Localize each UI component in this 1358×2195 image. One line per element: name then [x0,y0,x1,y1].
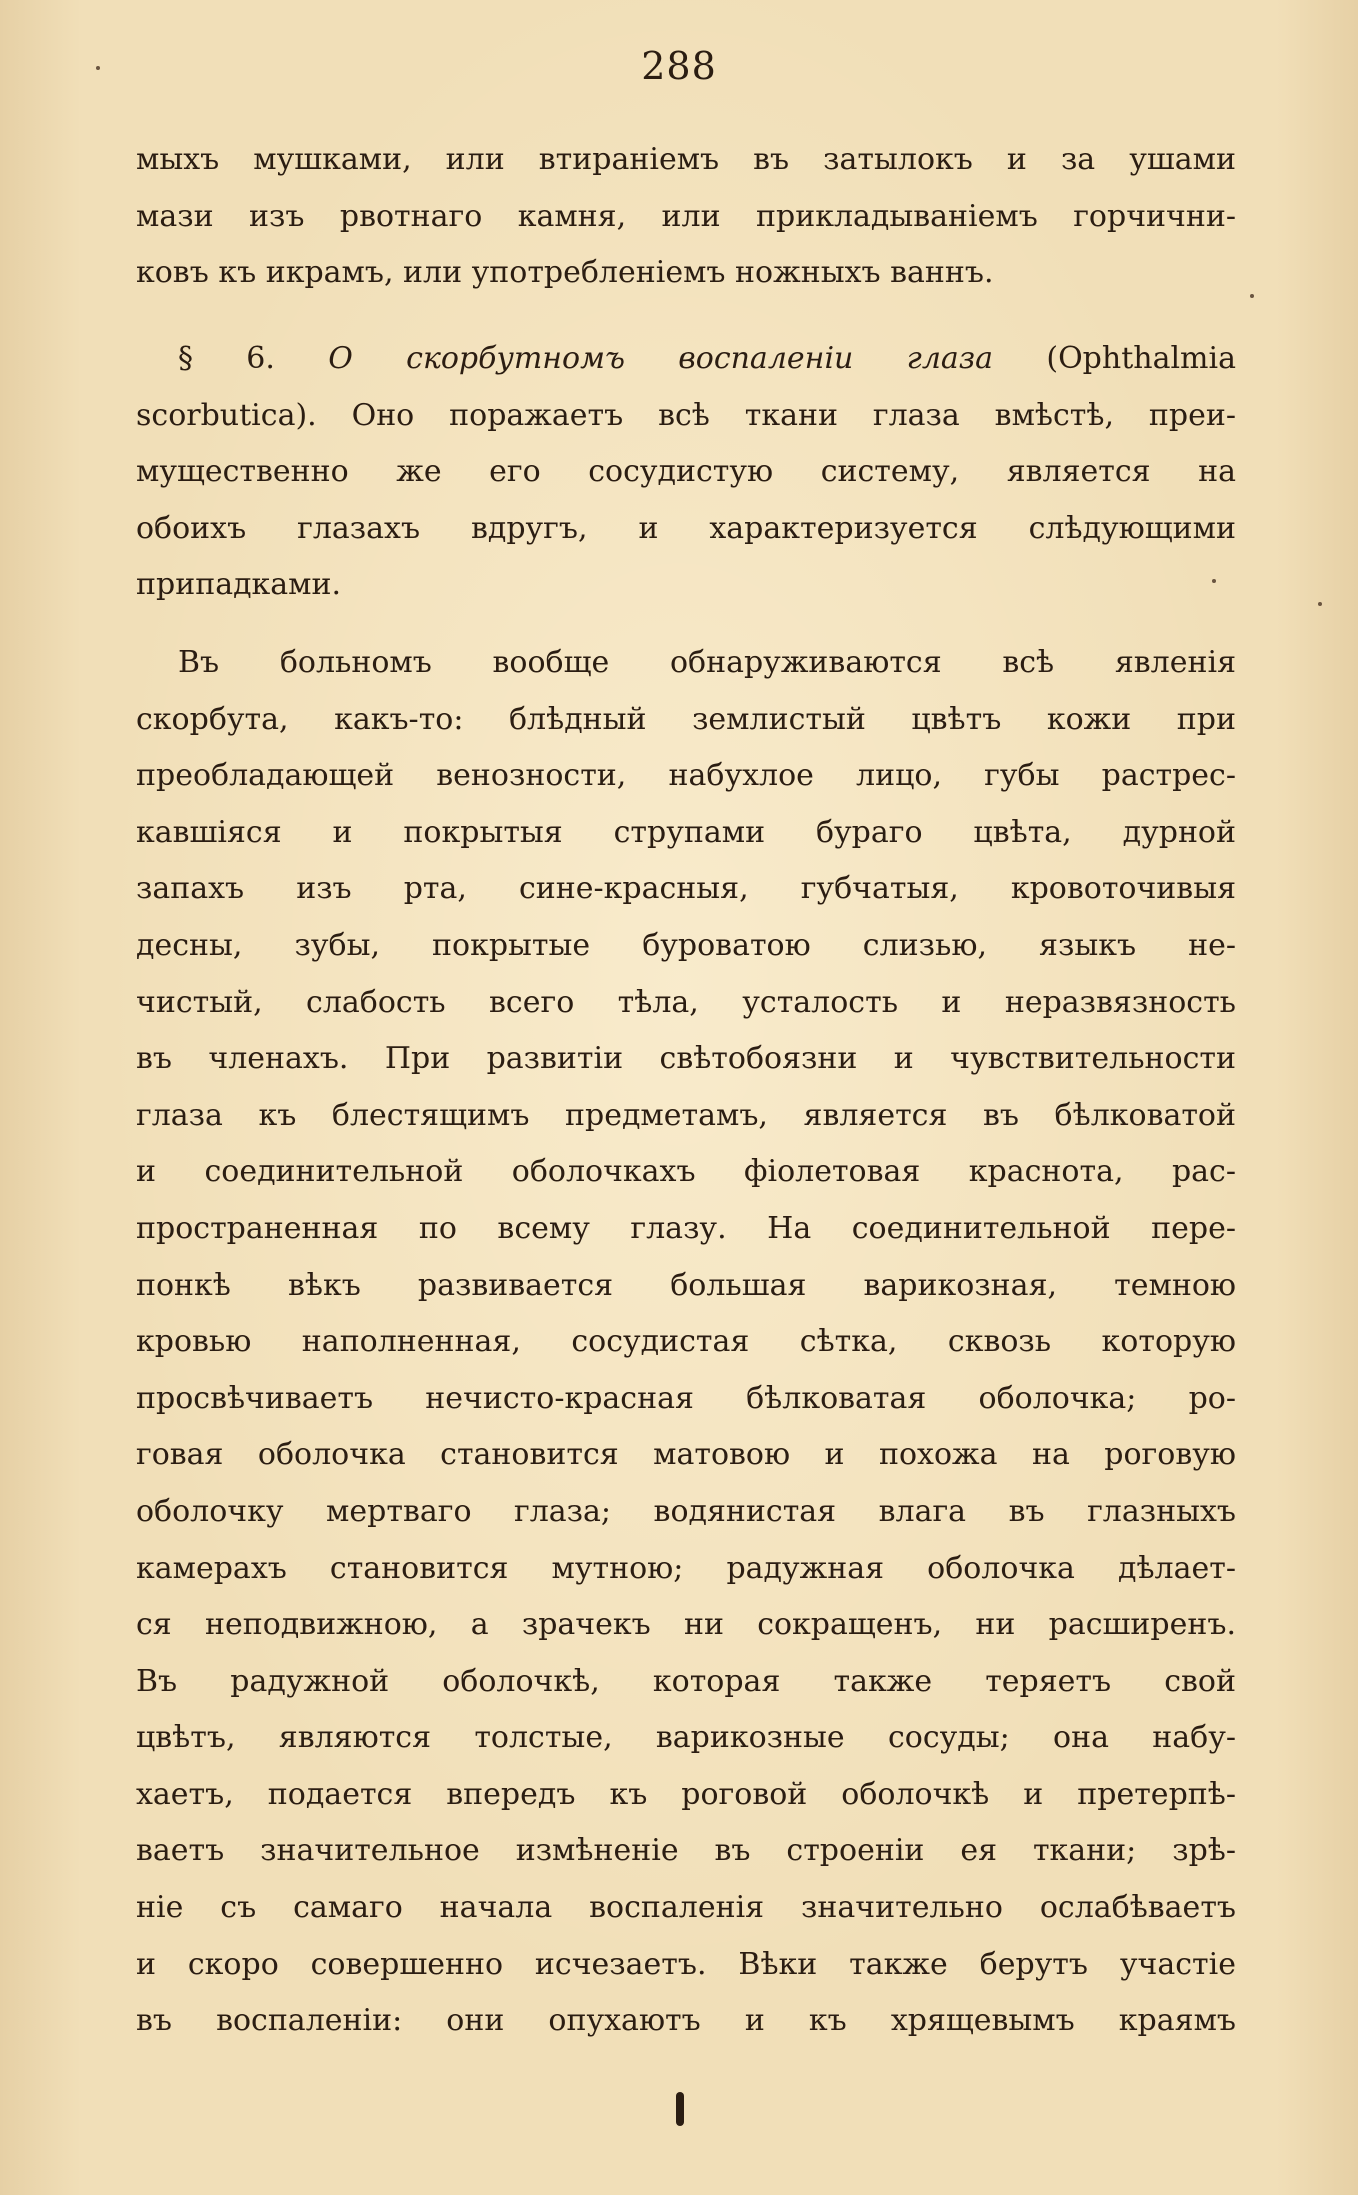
text-line: пространенная по всему глазу. На соединительной пере- [136,1210,1236,1246]
text-line: просвѣчиваетъ нечисто-красная бѣлковатая оболочка; ро- [136,1380,1236,1416]
text-line: Въ радужной оболочкѣ, которая также теряетъ свой [136,1663,1236,1699]
text-line: понкѣ вѣкъ развивается большая варикозная, темною [136,1267,1236,1303]
latin-term: (Ophthalmia [993,341,1236,376]
text-line: ніе съ самаго начала воспаленія значительно ослабѣваетъ [136,1890,1236,1926]
text-line: преобладающей венозности, набухлое лицо, губы растрес- [136,758,1236,794]
text-line: и соединительной оболочкахъ фіолетовая краснота, рас- [136,1154,1236,1190]
text-line: десны, зубы, покрытые буроватою слизью, языкъ не- [136,927,1236,963]
text-line: припадками. [136,567,342,603]
section-mark: § 6. [178,341,275,376]
text-line: цвѣтъ, являются толстые, варикозные сосуды; она набу- [136,1720,1236,1756]
text-line: мущественно же его сосудистую систему, является на [136,454,1236,490]
text-line: кровью наполненная, сосудистая сѣтка, сквозь которую [136,1324,1236,1360]
text-line: хаетъ, подается впередъ къ роговой оболочкѣ и претерпѣ- [136,1776,1236,1812]
section-6-paragraph [136,331,1236,614]
text-line: ся неподвижною, а зрачекъ ни сокращенъ, ни расширенъ. [136,1607,1236,1643]
text-line: мази изъ рвотнаго камня, или прикладываніемъ горчични- [136,198,1236,234]
text-line: чистый, слабость всего тѣла, усталость и неразвязность [136,984,1236,1020]
printer-mark [676,2092,684,2126]
text-line: въ воспаленіи: они опухаютъ и къ хрящевымъ краямъ [136,2003,1236,2039]
text-line: обоихъ глазахъ вдругъ, и характеризуется слѣдующими [136,510,1236,546]
text-line: кавшіяся и покрытыя струпами бураго цвѣта, дурной [136,814,1236,850]
text-line: и скоро совершенно исчезаетъ. Вѣки также берутъ участіе [136,1946,1236,1982]
text-line: камерахъ становится мутною; радужная оболочка дѣлает- [136,1550,1236,1586]
text-line: запахъ изъ рта, сине-красныя, губчатыя, кровоточивыя [136,871,1236,907]
section-title: О скорбутномъ воспаленіи глаза [328,341,994,376]
paper-speck [1212,579,1216,583]
section-heading-line [136,331,1236,388]
text-line: мыхъ мушками, или втираніемъ въ затылокъ и за ушами [136,142,1236,177]
text-line: глаза къ блестящимъ предметамъ, является въ бѣлковатой [136,1097,1236,1133]
paragraph-continuation [136,132,1236,302]
text-line: скорбута, какъ-то: блѣдный землистый цвѣтъ кожи при [136,701,1236,737]
text-line: ваетъ значительное измѣненіе въ строеніи ея ткани; зрѣ- [136,1833,1236,1869]
symptoms-paragraph [136,635,1236,2050]
page-number: 288 [641,44,717,88]
text-line: Въ больномъ вообще обнаруживаются всѣ явленія [178,645,1236,680]
paper-speck [1250,294,1254,298]
paper-speck [96,66,100,70]
text-line: въ членахъ. При развитіи свѣтобоязни и чувствительности [136,1041,1236,1077]
text-line: оболочку мертваго глаза; водянистая влага въ глазныхъ [136,1493,1236,1529]
text-line: ковъ къ икрамъ, или употребленіемъ ножныхъ ваннъ. [136,255,994,291]
text-line: говая оболочка становится матовою и похожа на роговую [136,1437,1236,1473]
paper-speck [1318,602,1322,606]
text-line: scorbutica). Оно поражаетъ всѣ ткани глаза вмѣстѣ, преи- [136,397,1236,433]
